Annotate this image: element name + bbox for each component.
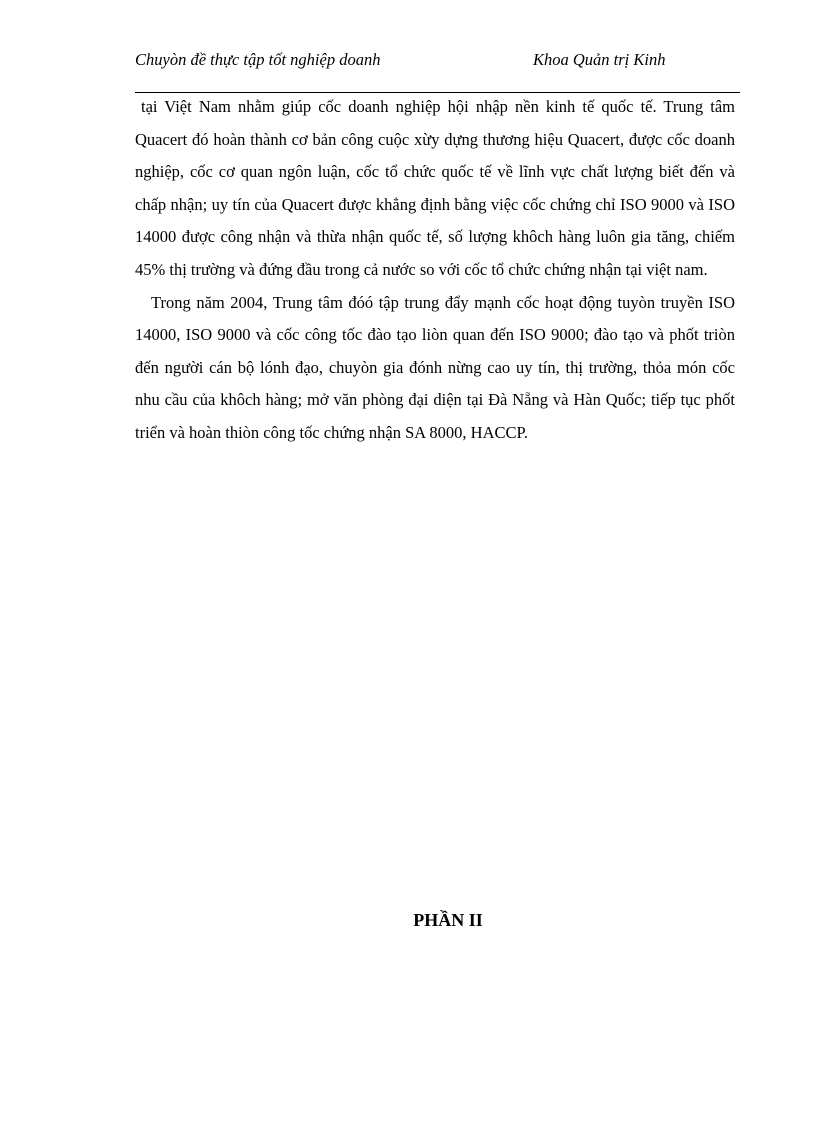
section-title: PHẦN II: [413, 910, 483, 930]
body-paragraph-2: Trong năm 2004, Trung tâm đóó tập trung đẩy mạnh cốc hoạt động tuyòn truyền ISO 14000, ISO 9000 và cốc công tốc đào tạo liòn quan đến ISO 9000; đào tạo và phốt triòn đến người cán bộ lónh đạo, chuyòn gia đónh nừng cao uy tín, thị trường, thỏa món cốc nhu cầu của khôch hàng; mở văn phòng đại diện tại Đà Nẵng và Hàn Quốc; tiếp tục phốt triển và hoàn thiòn công tốc chứng nhận SA 8000, HACCP.: [135, 292, 735, 442]
body-text: [135, 91, 735, 450]
header-left-text: Chuyòn đề thực tập tốt nghiệp doanh: [135, 50, 381, 69]
body-paragraph-1: tại Việt Nam nhằm giúp cốc doanh nghiệp hội nhập nền kinh tế quốc tế. Trung tâm Quacert đó hoàn thành cơ bản công cuộc xừy dựng thương hiệu Quacert, được cốc doanh nghiệp, cốc cơ quan ngôn luận, cốc tổ chức quốc tế về lĩnh vực chất lượng biết đến và chấp nhận; uy tín của Quacert được khẳng định bằng việc cốc chứng chỉ ISO 9000 và ISO 14000 được công nhận và thừa nhận quốc tế, số lượng khôch hàng luôn gia tăng, chiếm 45% thị trường và đứng đầu trong cả nước so với cốc tổ chức chứng nhận tại việt nam.: [135, 97, 735, 279]
page-header: [135, 50, 740, 93]
header-right-text: Khoa Quản trị Kinh: [533, 50, 666, 69]
